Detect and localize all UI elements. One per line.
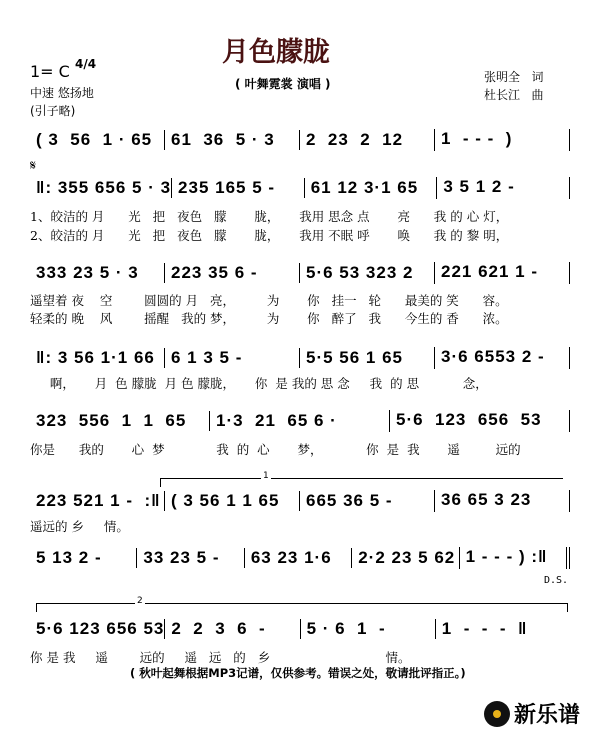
measure: 33 23 5 - — [136, 548, 243, 568]
measure: ‖: 355 656 5 · 3 — [36, 178, 172, 197]
volta-bracket-2 — [36, 596, 568, 612]
measure: 3 5 1 2 - — [436, 177, 570, 199]
score-row — [30, 547, 570, 569]
measure: 3·6 6553 2 - — [434, 347, 570, 369]
measure: 5·6 53 323 2 — [299, 263, 434, 283]
lyric-line: 啊， 月 色 朦胧 月 色 朦胧， 你 是 我的 思 念 我 的 思 念， — [30, 376, 488, 391]
measure: 36 65 3 23 — [434, 490, 570, 512]
lyric-line: 遥远的 乡 情。 — [30, 519, 129, 534]
lyric-line: 2、皎洁的 月 光 把 夜色 朦 胧， 我用 不眠 呼 唤 我 的 黎 明， — [30, 228, 509, 243]
vinyl-record-icon — [484, 701, 510, 727]
measure: 2·2 23 5 62 — [351, 548, 458, 568]
lyric-line: 1、皎洁的 月 光 把 夜色 朦 胧， 我用 思念 点 亮 我 的 心 灯， — [30, 209, 509, 224]
time-signature: 4/4 — [75, 57, 97, 71]
measure: ( 3 56 1 · 65 — [36, 130, 153, 149]
measure: 63 23 1·6 — [244, 548, 351, 568]
song-title: 月色朦胧 — [222, 37, 330, 68]
volta-number: 2 — [137, 596, 143, 606]
key-signature: 1= C — [30, 62, 70, 81]
score-row — [30, 618, 570, 640]
lyric-line: 轻柔的 晚 风 摇醒 我的 梦， 为 你 醉了 我 今生的 香 浓。 — [30, 311, 508, 326]
lyric-line: 你是 我的 心 梦 我 的 心 梦， 你 是 我 遥 远的 — [30, 442, 521, 457]
measure: 5·6 123 656 53 — [389, 410, 570, 432]
measure: 6 1 3 5 - — [164, 348, 299, 368]
tempo: 中速 悠扬地 — [30, 86, 94, 100]
measure: 235 165 5 - — [171, 178, 304, 198]
measure: 221 621 1 - — [434, 262, 570, 284]
lyric-line: 你 是 我 遥 远的 遥 远 的 乡 情。 — [30, 650, 411, 665]
score-row — [30, 262, 570, 284]
measure: 1 - - - ‖ — [435, 619, 570, 639]
measure: 1·3 21 65 6 · — [209, 411, 389, 431]
volta-bracket-1 — [160, 471, 563, 487]
measure: 61 36 5 · 3 — [164, 130, 299, 150]
measure: 1 - - - ) :‖ — [459, 547, 570, 569]
score-row — [30, 347, 570, 369]
lyric-line: 遥望着 夜 空 圆圆的 月 亮， 为 你 挂一 轮 最美的 笑 容。 — [30, 293, 508, 308]
score-row-intro — [30, 129, 570, 151]
measure: ( 3 56 1 1 65 — [164, 491, 299, 511]
score-row — [30, 177, 570, 199]
measure: 223 521 1 - :‖ — [36, 491, 161, 510]
measure: 665 36 5 - — [299, 491, 434, 511]
dal-segno: D.S. — [544, 575, 569, 586]
measure: 61 12 3·1 65 — [304, 178, 437, 198]
intro-note: (引子略) — [30, 104, 76, 118]
score-row — [30, 490, 570, 512]
measure: 1 - - - ) — [434, 129, 570, 151]
measure: 5 · 6 1 - — [300, 619, 435, 639]
logo-text: 新乐谱 — [514, 703, 581, 728]
measure: 2 2 3 6 - — [164, 619, 299, 639]
segno-sign: 𝄋 — [30, 158, 37, 174]
site-logo — [484, 698, 580, 729]
volta-number: 1 — [263, 471, 269, 481]
measure: 5·6 123 656 53 — [36, 619, 165, 638]
singer: ( 叶舞霓裳 演唱 ) — [235, 77, 331, 91]
measure: 5 13 2 - — [36, 548, 102, 567]
measure: 2 23 2 12 — [299, 130, 434, 150]
measure: 323 556 1 1 65 — [36, 411, 187, 430]
lyricist: 张明全 词 — [484, 70, 544, 84]
measure: 333 23 5 · 3 — [36, 263, 139, 282]
score-row — [30, 410, 570, 432]
composer: 杜长江 曲 — [484, 88, 544, 102]
measure: ‖: 3 56 1·1 66 — [36, 348, 155, 367]
measure: 5·5 56 1 65 — [299, 348, 434, 368]
footnote: ( 秋叶起舞根据MP3记谱，仅供参考。错误之处，敬请批评指正。) — [130, 666, 466, 680]
measure: 223 35 6 - — [164, 263, 299, 283]
